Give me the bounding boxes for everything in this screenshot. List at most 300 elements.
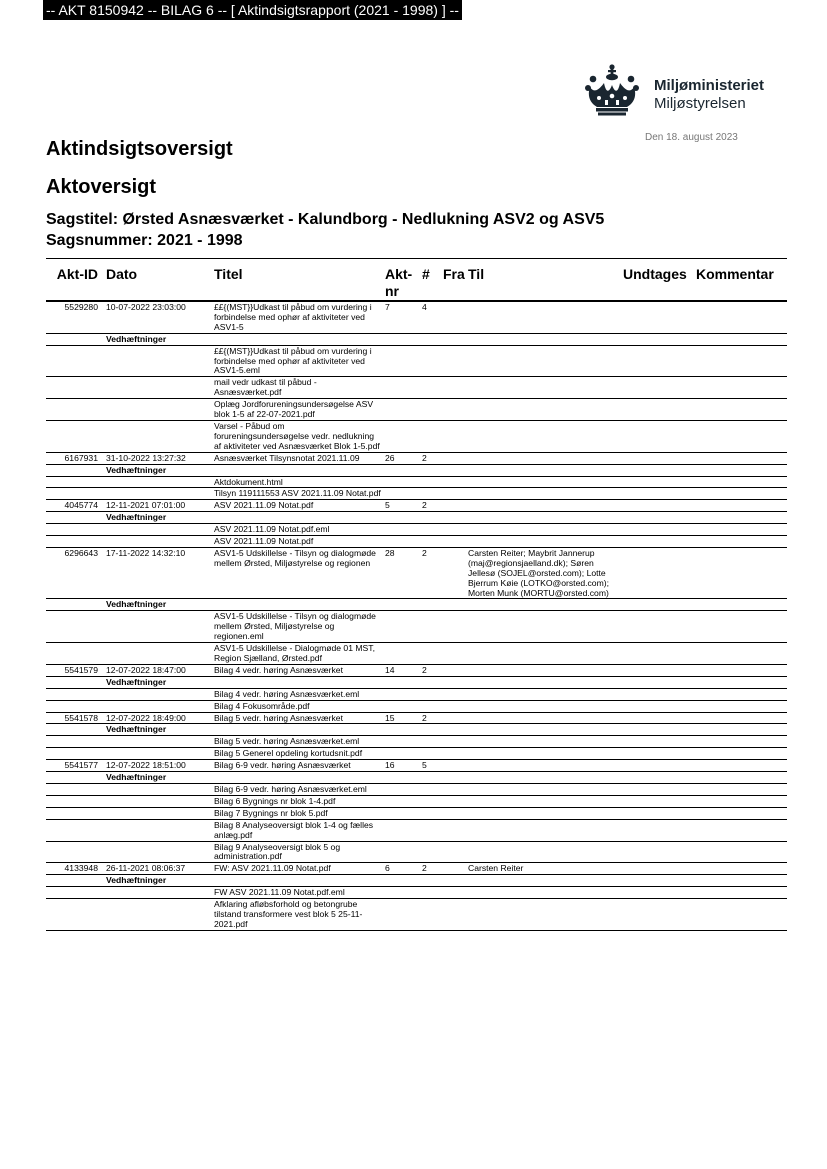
cell-akt-id bbox=[46, 700, 104, 712]
attachments-label-row bbox=[46, 464, 787, 476]
cell-kommentar bbox=[694, 819, 787, 841]
cell-til bbox=[466, 611, 621, 643]
cell-titel: FW ASV 2021.11.09 Notat.pdf.eml bbox=[212, 887, 383, 899]
cell-akt-id bbox=[46, 420, 104, 452]
cell-fra bbox=[441, 748, 466, 760]
cell-til bbox=[466, 899, 621, 931]
cell-akt-id bbox=[46, 345, 104, 377]
cell-fra bbox=[441, 712, 466, 724]
cell-undtages bbox=[621, 345, 694, 377]
cell-til bbox=[466, 476, 621, 488]
cell-undtages bbox=[621, 420, 694, 452]
cell-akt-nr bbox=[383, 841, 420, 863]
cell-undtages bbox=[621, 500, 694, 512]
cell-count bbox=[420, 488, 441, 500]
cell-titel: ASV1-5 Udskillelse - Dialogmøde 01 MST, Region Sjælland, Ørsted.pdf bbox=[212, 643, 383, 665]
cell-dato bbox=[104, 748, 212, 760]
cell-count: 2 bbox=[420, 664, 441, 676]
column-header-dato: Dato bbox=[104, 259, 212, 302]
cell-kommentar bbox=[694, 748, 787, 760]
cell-fra bbox=[441, 887, 466, 899]
attachment-row bbox=[46, 345, 787, 377]
cell-count bbox=[420, 688, 441, 700]
cell-akt-id bbox=[46, 476, 104, 488]
cell-til bbox=[466, 536, 621, 548]
cell-fra bbox=[441, 611, 466, 643]
cell-akt-nr bbox=[383, 795, 420, 807]
cell-undtages bbox=[621, 643, 694, 665]
cell-dato bbox=[104, 783, 212, 795]
cell-count bbox=[420, 748, 441, 760]
document-row bbox=[46, 863, 787, 875]
cell-akt-nr: 28 bbox=[383, 547, 420, 599]
attachments-label: Vedhæftninger bbox=[104, 512, 787, 524]
attachment-row bbox=[46, 488, 787, 500]
cell-akt-id bbox=[46, 399, 104, 421]
document-date: Den 18. august 2023 bbox=[645, 132, 738, 143]
cell-titel: Asnæsværket Tilsynsnotat 2021.11.09 bbox=[212, 452, 383, 464]
attachments-label-row bbox=[46, 599, 787, 611]
attachment-row bbox=[46, 377, 787, 399]
cell-til bbox=[466, 399, 621, 421]
cell-til bbox=[466, 524, 621, 536]
cell-fra bbox=[441, 476, 466, 488]
cell-undtages bbox=[621, 688, 694, 700]
cell-undtages bbox=[621, 819, 694, 841]
cell-empty bbox=[46, 875, 104, 887]
cell-akt-nr bbox=[383, 807, 420, 819]
cell-kommentar bbox=[694, 643, 787, 665]
cell-kommentar bbox=[694, 863, 787, 875]
cell-kommentar bbox=[694, 524, 787, 536]
cell-dato: 12-07-2022 18:51:00 bbox=[104, 760, 212, 772]
attachment-row bbox=[46, 476, 787, 488]
cell-fra bbox=[441, 795, 466, 807]
cell-fra bbox=[441, 760, 466, 772]
cell-kommentar bbox=[694, 736, 787, 748]
cell-undtages bbox=[621, 399, 694, 421]
cell-dato bbox=[104, 899, 212, 931]
cell-undtages bbox=[621, 476, 694, 488]
cell-count bbox=[420, 795, 441, 807]
cell-kommentar bbox=[694, 420, 787, 452]
attachment-row bbox=[46, 783, 787, 795]
cell-count bbox=[420, 807, 441, 819]
cell-til bbox=[466, 688, 621, 700]
cell-dato bbox=[104, 611, 212, 643]
document-row bbox=[46, 547, 787, 599]
attachment-row bbox=[46, 700, 787, 712]
table-header-row bbox=[46, 259, 787, 302]
cell-titel: Tilsyn 119111553 ASV 2021.11.09 Notat.pdf bbox=[212, 488, 383, 500]
cell-count bbox=[420, 345, 441, 377]
attachment-row bbox=[46, 819, 787, 841]
cell-titel: Bilag 4 Fokusområde.pdf bbox=[212, 700, 383, 712]
cell-akt-nr: 16 bbox=[383, 760, 420, 772]
cell-dato bbox=[104, 887, 212, 899]
cell-undtages bbox=[621, 760, 694, 772]
cell-kommentar bbox=[694, 712, 787, 724]
cell-titel: Varsel - Påbud om forureningsundersøgelse vedr. nedlukning af aktiviteter ved Asnæsværket Blok 1-5.pdf bbox=[212, 420, 383, 452]
cell-undtages bbox=[621, 736, 694, 748]
cell-akt-nr: 7 bbox=[383, 301, 420, 333]
cell-empty bbox=[46, 512, 104, 524]
cell-dato bbox=[104, 819, 212, 841]
cell-count: 2 bbox=[420, 712, 441, 724]
cell-fra bbox=[441, 420, 466, 452]
cell-kommentar bbox=[694, 476, 787, 488]
cell-count bbox=[420, 420, 441, 452]
cell-count bbox=[420, 783, 441, 795]
cell-titel: Bilag 5 vedr. høring Asnæsværket bbox=[212, 712, 383, 724]
cell-dato: 10-07-2022 23:03:00 bbox=[104, 301, 212, 333]
cell-til bbox=[466, 712, 621, 724]
cell-akt-id bbox=[46, 377, 104, 399]
cell-akt-nr bbox=[383, 345, 420, 377]
cell-count: 4 bbox=[420, 301, 441, 333]
cell-fra bbox=[441, 841, 466, 863]
cell-titel: Bilag 6-9 vedr. høring Asnæsværket.eml bbox=[212, 783, 383, 795]
cell-dato bbox=[104, 688, 212, 700]
cell-undtages bbox=[621, 611, 694, 643]
cell-titel: ASV 2021.11.09 Notat.pdf bbox=[212, 500, 383, 512]
cell-akt-nr: 15 bbox=[383, 712, 420, 724]
cell-fra bbox=[441, 688, 466, 700]
cell-kommentar bbox=[694, 795, 787, 807]
document-row bbox=[46, 664, 787, 676]
document-row bbox=[46, 452, 787, 464]
cell-akt-id: 5529280 bbox=[46, 301, 104, 333]
cell-akt-id bbox=[46, 887, 104, 899]
cell-akt-id bbox=[46, 899, 104, 931]
cell-akt-id: 6296643 bbox=[46, 547, 104, 599]
column-header-undtages: Undtages bbox=[621, 259, 694, 302]
cell-dato: 12-07-2022 18:49:00 bbox=[104, 712, 212, 724]
cell-titel: Bilag 7 Bygnings nr blok 5.pdf bbox=[212, 807, 383, 819]
cell-fra bbox=[441, 783, 466, 795]
cell-titel: Bilag 4 vedr. høring Asnæsværket.eml bbox=[212, 688, 383, 700]
column-header-titel: Titel bbox=[212, 259, 383, 302]
document-row bbox=[46, 760, 787, 772]
cell-empty bbox=[46, 464, 104, 476]
cell-undtages bbox=[621, 807, 694, 819]
cell-akt-nr bbox=[383, 736, 420, 748]
cell-dato bbox=[104, 476, 212, 488]
column-header-kommentar: Kommentar bbox=[694, 259, 787, 302]
cell-til: Carsten Reiter bbox=[466, 863, 621, 875]
cell-til bbox=[466, 700, 621, 712]
cell-fra bbox=[441, 819, 466, 841]
cell-count bbox=[420, 700, 441, 712]
cell-fra bbox=[441, 899, 466, 931]
attachment-row bbox=[46, 807, 787, 819]
cell-undtages bbox=[621, 841, 694, 863]
cell-til bbox=[466, 736, 621, 748]
attachments-label: Vedhæftninger bbox=[104, 464, 787, 476]
cell-empty bbox=[46, 724, 104, 736]
cell-undtages bbox=[621, 783, 694, 795]
cell-titel: ASV1-5 Udskillelse - Tilsyn og dialogmøde mellem Ørsted, Miljøstyrelse og regionen bbox=[212, 547, 383, 599]
cell-akt-id bbox=[46, 748, 104, 760]
attachment-row bbox=[46, 748, 787, 760]
attachments-label-row bbox=[46, 676, 787, 688]
cell-dato: 26-11-2021 08:06:37 bbox=[104, 863, 212, 875]
column-header-til: Til bbox=[466, 259, 621, 302]
attachments-label: Vedhæftninger bbox=[104, 875, 787, 887]
cell-kommentar bbox=[694, 841, 787, 863]
cell-akt-id bbox=[46, 807, 104, 819]
cell-akt-id: 5541579 bbox=[46, 664, 104, 676]
cell-akt-nr bbox=[383, 536, 420, 548]
cell-akt-id bbox=[46, 795, 104, 807]
document-row bbox=[46, 712, 787, 724]
cell-dato: 31-10-2022 13:27:32 bbox=[104, 452, 212, 464]
cell-akt-id: 4045774 bbox=[46, 500, 104, 512]
cell-akt-nr: 6 bbox=[383, 863, 420, 875]
cell-titel: Aktdokument.html bbox=[212, 476, 383, 488]
ministry-logo bbox=[583, 63, 793, 118]
cell-titel: Bilag 5 Generel opdeling kortudsnit.pdf bbox=[212, 748, 383, 760]
cell-titel: ASV1-5 Udskillelse - Tilsyn og dialogmøde mellem Ørsted, Miljøstyrelse og regionen.eml bbox=[212, 611, 383, 643]
cell-kommentar bbox=[694, 536, 787, 548]
cell-akt-nr bbox=[383, 887, 420, 899]
case-number: Sagsnummer: 2021 - 1998 bbox=[46, 232, 243, 249]
cell-akt-nr bbox=[383, 643, 420, 665]
cell-count bbox=[420, 899, 441, 931]
section-title: Aktoversigt bbox=[46, 176, 157, 198]
cell-fra bbox=[441, 664, 466, 676]
cell-til bbox=[466, 819, 621, 841]
cell-akt-nr bbox=[383, 700, 420, 712]
cell-dato: 17-11-2022 14:32:10 bbox=[104, 547, 212, 599]
cell-titel: Afklaring afløbsforhold og betongrube tilstand transformere vest blok 5 25-11-2021.pdf bbox=[212, 899, 383, 931]
page-title: Aktindsigtsoversigt bbox=[46, 138, 233, 160]
cell-akt-id: 5541577 bbox=[46, 760, 104, 772]
attachments-label-row bbox=[46, 333, 787, 345]
attachments-label: Vedhæftninger bbox=[104, 772, 787, 784]
cell-akt-id bbox=[46, 688, 104, 700]
cell-count bbox=[420, 377, 441, 399]
cell-empty bbox=[46, 333, 104, 345]
attachment-row bbox=[46, 795, 787, 807]
cell-count: 2 bbox=[420, 547, 441, 599]
cell-count bbox=[420, 643, 441, 665]
cell-titel: Bilag 6 Bygnings nr blok 1-4.pdf bbox=[212, 795, 383, 807]
cell-akt-id bbox=[46, 524, 104, 536]
column-header-count: # bbox=[420, 259, 441, 302]
cell-akt-nr bbox=[383, 377, 420, 399]
cell-kommentar bbox=[694, 488, 787, 500]
cell-dato bbox=[104, 700, 212, 712]
column-header-fra: Fra bbox=[441, 259, 466, 302]
cell-fra bbox=[441, 536, 466, 548]
cell-empty bbox=[46, 772, 104, 784]
cell-til bbox=[466, 887, 621, 899]
attachment-row bbox=[46, 887, 787, 899]
attachments-label: Vedhæftninger bbox=[104, 724, 787, 736]
cell-akt-nr: 14 bbox=[383, 664, 420, 676]
cell-undtages bbox=[621, 524, 694, 536]
cell-dato bbox=[104, 536, 212, 548]
attachment-row bbox=[46, 899, 787, 931]
cell-count bbox=[420, 524, 441, 536]
cell-dato bbox=[104, 841, 212, 863]
cell-til bbox=[466, 452, 621, 464]
cell-titel: ASV 2021.11.09 Notat.pdf.eml bbox=[212, 524, 383, 536]
cell-undtages bbox=[621, 536, 694, 548]
cell-undtages bbox=[621, 748, 694, 760]
cell-count bbox=[420, 399, 441, 421]
document-row bbox=[46, 500, 787, 512]
cell-dato bbox=[104, 345, 212, 377]
case-title: Sagstitel: Ørsted Asnæsværket - Kalundborg - Nedlukning ASV2 og ASV5 bbox=[46, 211, 605, 228]
cell-dato bbox=[104, 488, 212, 500]
cell-akt-id bbox=[46, 488, 104, 500]
cell-titel: Bilag 9 Analyseoversigt blok 5 og administration.pdf bbox=[212, 841, 383, 863]
cell-akt-id: 6167931 bbox=[46, 452, 104, 464]
cell-dato bbox=[104, 524, 212, 536]
cell-kommentar bbox=[694, 760, 787, 772]
cell-kommentar bbox=[694, 452, 787, 464]
cell-titel: mail vedr udkast til påbud - Asnæsværket.pdf bbox=[212, 377, 383, 399]
column-header-akt-nr: Akt-nr bbox=[383, 259, 420, 302]
cell-kommentar bbox=[694, 899, 787, 931]
cell-undtages bbox=[621, 664, 694, 676]
crown-icon bbox=[583, 63, 641, 117]
cell-akt-nr bbox=[383, 899, 420, 931]
cell-undtages bbox=[621, 301, 694, 333]
cell-dato bbox=[104, 377, 212, 399]
cell-dato bbox=[104, 807, 212, 819]
cell-count bbox=[420, 736, 441, 748]
cell-kommentar bbox=[694, 783, 787, 795]
attachment-row bbox=[46, 399, 787, 421]
cell-titel: Oplæg Jordforureningsundersøgelse ASV blok 1-5 af 22-07-2021.pdf bbox=[212, 399, 383, 421]
cell-fra bbox=[441, 700, 466, 712]
cell-akt-nr bbox=[383, 488, 420, 500]
cell-akt-nr bbox=[383, 819, 420, 841]
cell-fra bbox=[441, 807, 466, 819]
cell-kommentar bbox=[694, 688, 787, 700]
cell-kommentar bbox=[694, 500, 787, 512]
attachment-row bbox=[46, 643, 787, 665]
cell-kommentar bbox=[694, 301, 787, 333]
cell-til bbox=[466, 500, 621, 512]
cell-fra bbox=[441, 500, 466, 512]
cell-til: Carsten Reiter; Maybrit Jannerup (maj@regionsjaelland.dk); Søren Jellesø (SOJEL@orsted.com); Lotte Bjerrum Køie (LOTKO@orsted.com); Morten Munk (MORTU@orsted.com) bbox=[466, 547, 621, 599]
cell-titel: Bilag 5 vedr. høring Asnæsværket.eml bbox=[212, 736, 383, 748]
cell-akt-nr: 26 bbox=[383, 452, 420, 464]
cell-til bbox=[466, 841, 621, 863]
column-header-akt-id: Akt-ID bbox=[46, 259, 104, 302]
cell-titel: ££{(MST}}Udkast til påbud om vurdering i forbindelse med ophør af aktiviteter ved ASV1-5 bbox=[212, 301, 383, 333]
cell-empty bbox=[46, 676, 104, 688]
cell-til bbox=[466, 301, 621, 333]
cell-akt-id bbox=[46, 819, 104, 841]
cell-akt-id: 5541578 bbox=[46, 712, 104, 724]
cell-undtages bbox=[621, 863, 694, 875]
cell-undtages bbox=[621, 899, 694, 931]
cell-count bbox=[420, 841, 441, 863]
cell-dato bbox=[104, 643, 212, 665]
cell-empty bbox=[46, 599, 104, 611]
cell-count bbox=[420, 819, 441, 841]
cell-akt-id bbox=[46, 736, 104, 748]
attachments-label: Vedhæftninger bbox=[104, 333, 787, 345]
cell-akt-id: 4133948 bbox=[46, 863, 104, 875]
cell-undtages bbox=[621, 887, 694, 899]
cell-titel: ASV 2021.11.09 Notat.pdf bbox=[212, 536, 383, 548]
attachment-row bbox=[46, 524, 787, 536]
attachments-label-row bbox=[46, 512, 787, 524]
attachment-row bbox=[46, 611, 787, 643]
cell-count bbox=[420, 476, 441, 488]
cell-fra bbox=[441, 452, 466, 464]
cell-til bbox=[466, 664, 621, 676]
cell-kommentar bbox=[694, 664, 787, 676]
cell-fra bbox=[441, 301, 466, 333]
cell-titel: ££{(MST}}Udkast til påbud om vurdering i forbindelse med ophør af aktiviteter ved ASV1-5.eml bbox=[212, 345, 383, 377]
cell-fra bbox=[441, 547, 466, 599]
cell-kommentar bbox=[694, 345, 787, 377]
cell-til bbox=[466, 643, 621, 665]
cell-titel: FW: ASV 2021.11.09 Notat.pdf bbox=[212, 863, 383, 875]
documents-table bbox=[46, 258, 787, 931]
cell-kommentar bbox=[694, 807, 787, 819]
cell-dato bbox=[104, 795, 212, 807]
attachments-label: Vedhæftninger bbox=[104, 676, 787, 688]
cell-titel: Bilag 8 Analyseoversigt blok 1-4 og fælles anlæg.pdf bbox=[212, 819, 383, 841]
cell-dato bbox=[104, 420, 212, 452]
cell-akt-id bbox=[46, 536, 104, 548]
cell-til bbox=[466, 377, 621, 399]
cell-akt-nr bbox=[383, 524, 420, 536]
cell-count bbox=[420, 611, 441, 643]
document-row bbox=[46, 301, 787, 333]
attachment-row bbox=[46, 420, 787, 452]
cell-akt-id bbox=[46, 611, 104, 643]
attachments-label-row bbox=[46, 724, 787, 736]
cell-kommentar bbox=[694, 611, 787, 643]
cell-undtages bbox=[621, 547, 694, 599]
cell-fra bbox=[441, 488, 466, 500]
cell-akt-nr: 5 bbox=[383, 500, 420, 512]
cell-akt-nr bbox=[383, 476, 420, 488]
cell-akt-id bbox=[46, 643, 104, 665]
cell-akt-nr bbox=[383, 420, 420, 452]
cell-kommentar bbox=[694, 887, 787, 899]
cell-fra bbox=[441, 736, 466, 748]
cell-count: 5 bbox=[420, 760, 441, 772]
cell-undtages bbox=[621, 795, 694, 807]
attachment-row bbox=[46, 536, 787, 548]
cell-fra bbox=[441, 377, 466, 399]
cell-dato bbox=[104, 399, 212, 421]
document-header-bar: -- AKT 8150942 -- BILAG 6 -- [ Aktindsigtsrapport (2021 - 1998) ] -- bbox=[43, 0, 462, 20]
cell-kommentar bbox=[694, 700, 787, 712]
cell-fra bbox=[441, 643, 466, 665]
cell-fra bbox=[441, 345, 466, 377]
cell-akt-id bbox=[46, 841, 104, 863]
cell-count bbox=[420, 536, 441, 548]
cell-titel: Bilag 4 vedr. høring Asnæsværket bbox=[212, 664, 383, 676]
cell-undtages bbox=[621, 700, 694, 712]
cell-count: 2 bbox=[420, 500, 441, 512]
cell-undtages bbox=[621, 452, 694, 464]
cell-akt-nr bbox=[383, 748, 420, 760]
attachment-row bbox=[46, 688, 787, 700]
attachments-label-row bbox=[46, 772, 787, 784]
